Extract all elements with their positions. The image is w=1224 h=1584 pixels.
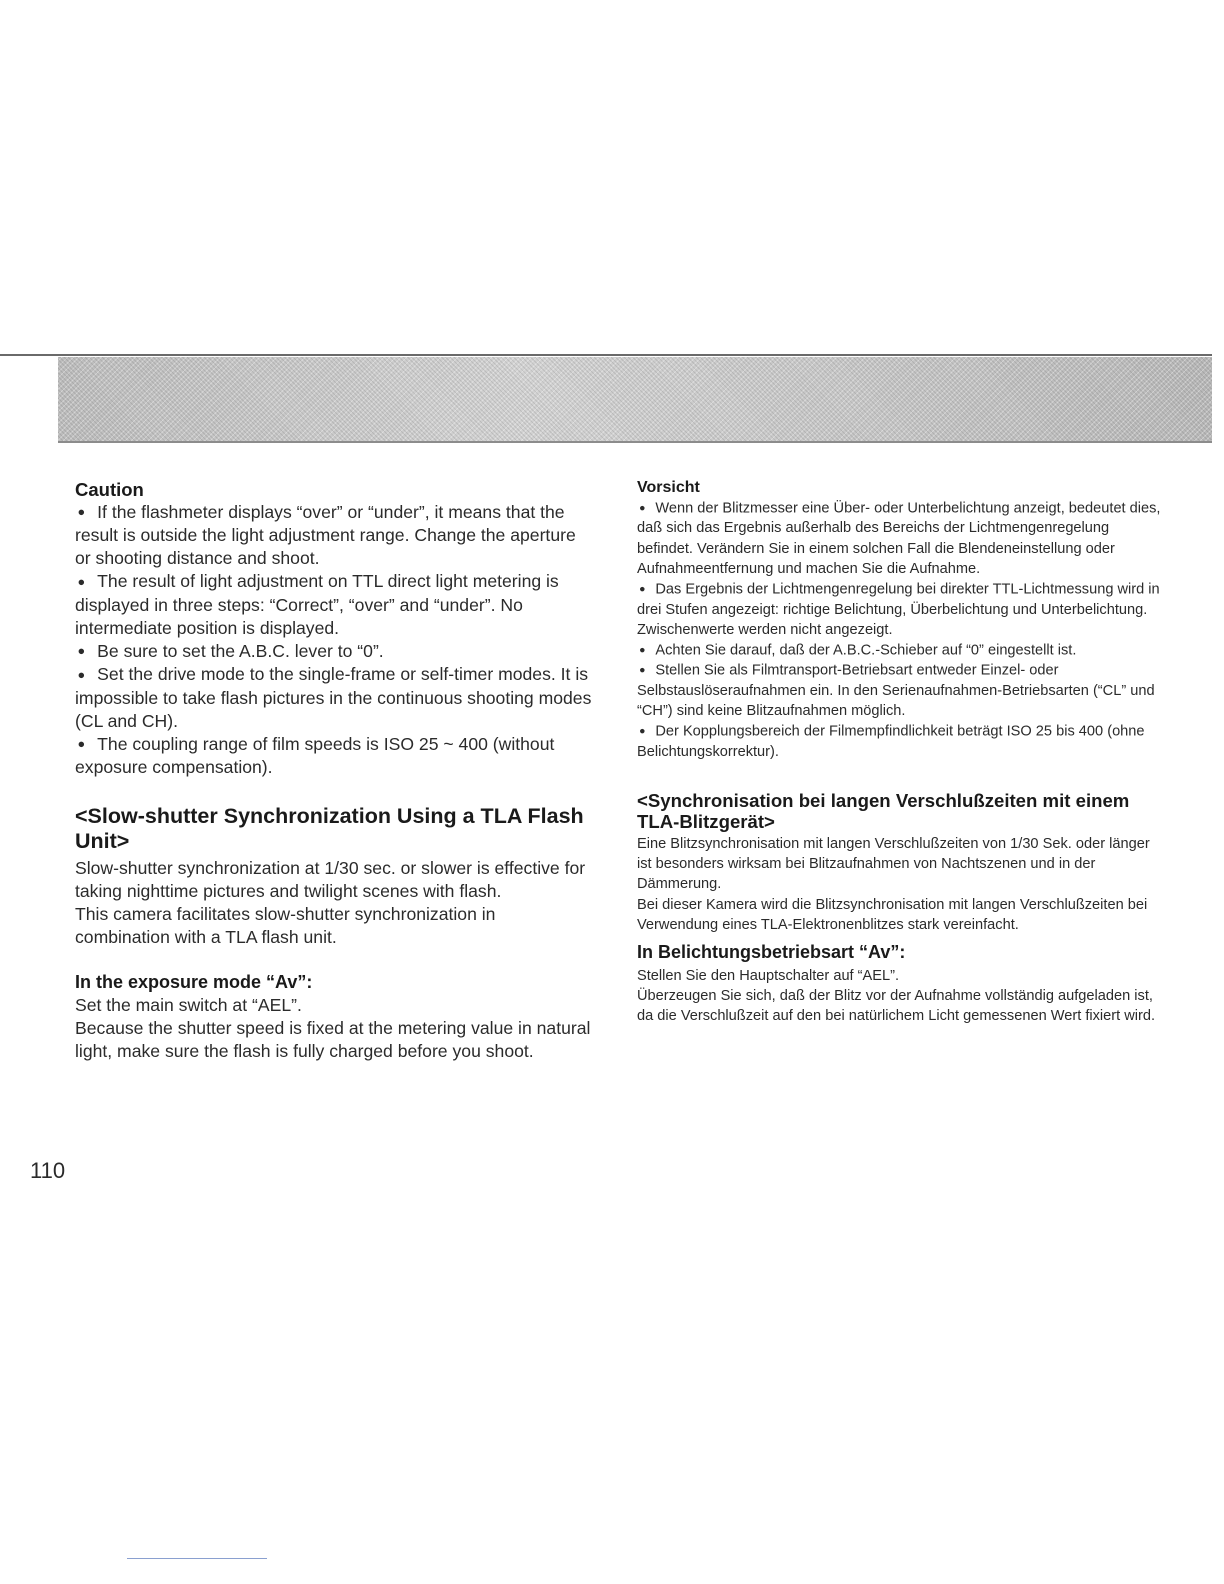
caution-item: ● The result of light adjustment on TTL direct light metering is displayed in three steps: “Correct”, “over” and “under”. No intermediate position is displayed. [75, 570, 595, 639]
section-paragraph: This camera facilitates slow-shutter synchronization in combination with a TLA flash unit. [75, 904, 496, 948]
section-title-german: <Synchronisation bei langen Verschlußzeiten mit einem TLA-Blitzgerät> [637, 789, 1130, 832]
header-band-bottom-rule [58, 441, 1212, 443]
mode-paragraph-german: Überzeugen Sie sich, daß der Blitz vor der Aufnahme vollständig aufgeladen ist, da die Verschlußzeit auf den bei natürlichem Licht gemessenen Wert fixiert wird. [637, 988, 1156, 1025]
footer-rule [127, 1558, 267, 1559]
mode-heading-german: In Belichtungsbetriebsart “Av”: [637, 941, 906, 962]
section-paragraph-german: Bei dieser Kamera wird die Blitzsynchronisation mit langen Verschlußzeiten bei Verwendung eines TLA-Elektronenblitzes stark vereinfacht. [637, 896, 1148, 933]
mode-paragraph-german: Stellen Sie den Hauptschalter auf “AEL”. [637, 967, 900, 984]
vorsicht-item: ● Achten Sie darauf, daß der A.B.C.-Schieber auf “0” eingestellt ist. [637, 640, 1167, 660]
vorsicht-heading: Vorsicht [637, 479, 700, 496]
mode-paragraph: Set the main switch at “AEL”. [75, 995, 302, 1016]
caution-item: ● Set the drive mode to the single-frame or self-timer modes. It is impossible to take flash pictures in the continuous shooting modes (CL and CH). [75, 663, 595, 732]
page-number: 110 [30, 1158, 66, 1183]
caution-item: ● The coupling range of film speeds is ISO 25 ~ 400 (without exposure compensation). [75, 733, 595, 779]
caution-heading: Caution [75, 479, 144, 500]
vorsicht-item: ● Das Ergebnis der Lichtmengenregelung bei direkter TTL-Lichtmessung wird in drei Stufen angezeigt: richtige Belichtung, Überbelichtung und Unterbelichtung. Zwischenwerte werden nicht angezeigt. [637, 579, 1167, 640]
german-column [637, 478, 1167, 1027]
vorsicht-item: ● Der Kopplungsbereich der Filmempfindlichkeit beträgt ISO 25 bis 400 (ohne Belichtungskorrektur). [637, 721, 1167, 762]
section-paragraph: Slow-shutter synchronization at 1/30 sec. or slower is effective for taking nighttime pictures and twilight scenes with flash. [75, 858, 586, 902]
caution-item: ● If the flashmeter displays “over” or “under”, it means that the result is outside the light adjustment range. Change the aperture or shooting distance and shoot. [75, 501, 595, 570]
english-column [75, 478, 595, 1063]
section-title: <Slow-shutter Synchronization Using a TLA Flash Unit> [75, 804, 584, 854]
vorsicht-item: ● Stellen Sie als Filmtransport-Betriebsart entweder Einzel- oder Selbstauslöseraufnahmen ein. In den Serienaufnahmen-Betriebsarten (“CL” und “CH”) sind keine Blitzaufnahmen möglich. [637, 660, 1167, 721]
vorsicht-item: ● Wenn der Blitzmesser eine Über- oder Unterbelichtung anzeigt, bedeutet dies, daß sich das Ergebnis außerhalb des Bereichs der Lichtmengenregelung befindet. Verändern Sie in einem solchen Fall die Blendeneinstellung oder Aufnahmeentfernung und machen Sie die Aufnahme. [637, 498, 1167, 579]
mode-heading: In the exposure mode “Av”: [75, 972, 313, 993]
mode-paragraph: Because the shutter speed is fixed at the metering value in natural light, make sure the flash is fully charged before you shoot. [75, 1018, 591, 1062]
section-paragraph-german: Eine Blitzsynchronisation mit langen Verschlußzeiten von 1/30 Sek. oder länger ist besonders wirksam bei Blitzaufnahmen von Nachtszenen und in der Dämmerung. [637, 835, 1150, 893]
header-band [58, 357, 1212, 441]
top-rule [0, 354, 1212, 356]
caution-item: ● Be sure to set the A.B.C. lever to “0”. [75, 640, 595, 663]
